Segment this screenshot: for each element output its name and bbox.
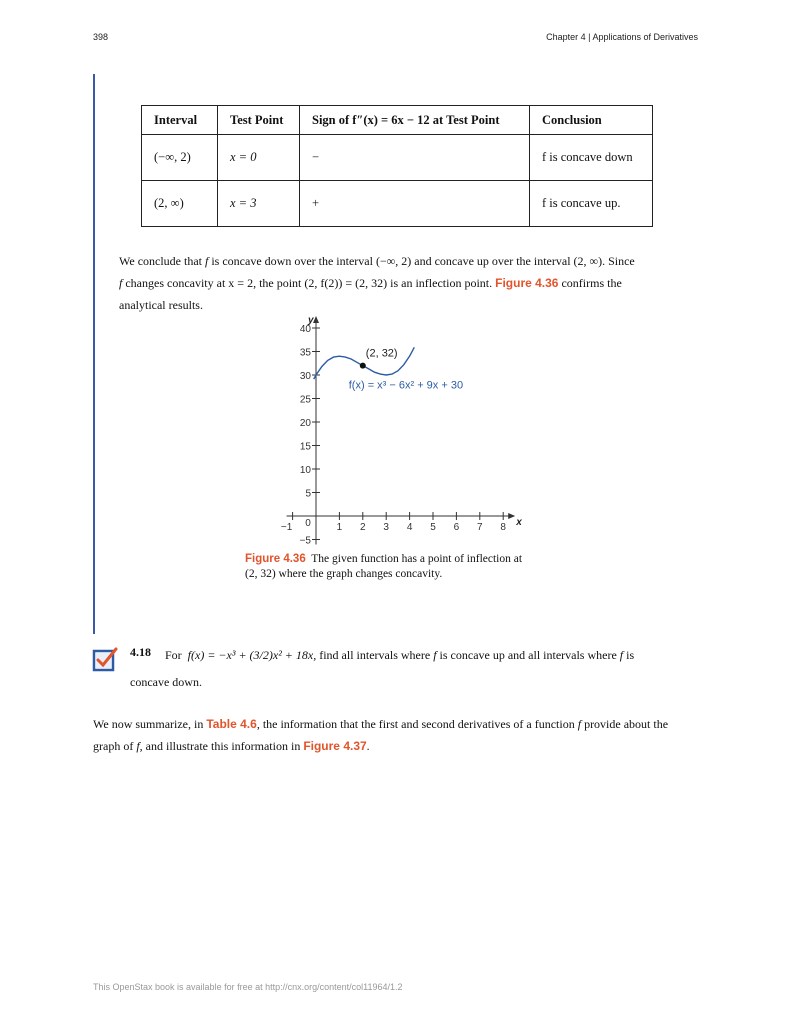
table-header-cell: Test Point xyxy=(218,106,300,135)
figure-caption-label: Figure 4.36 xyxy=(245,553,306,565)
y-tick-label: 10 xyxy=(299,465,311,476)
table-cell: − xyxy=(300,135,530,181)
checkpoint-icon xyxy=(92,646,118,672)
table-cell: x = 0 xyxy=(218,135,300,181)
inflection-point-label: (2, 32) xyxy=(365,347,398,360)
y-tick-label: 20 xyxy=(299,418,311,429)
figure-caption-text: (2, 32) where the graph changes concavity. xyxy=(245,568,443,580)
table-header-cell: Sign of f″(x) = 6x − 12 at Test Point xyxy=(300,106,530,135)
y-axis-label: y xyxy=(308,315,314,326)
function-label: f(x) = x³ − 6x² + 9x + 30 xyxy=(348,379,464,392)
text-span: find all intervals where xyxy=(316,648,431,662)
text-span: For xyxy=(165,648,182,662)
x-tick-label: 7 xyxy=(477,522,483,533)
y-tick-label: −5 xyxy=(299,535,311,547)
text-span: analytical results. xyxy=(119,298,203,312)
footer-note: This OpenStax book is available for free at http://cnx.org/content/col11964/1.2 xyxy=(93,982,403,992)
text-span: . xyxy=(366,739,370,753)
x-tick-label: 4 xyxy=(406,522,413,533)
text-span: We conclude that xyxy=(119,254,202,268)
figure-caption-text: The given function has a point of inflection at xyxy=(311,553,523,565)
table-cell: (−∞, 2) xyxy=(142,135,218,181)
y-tick-label: 40 xyxy=(299,324,311,335)
text-span: We now summarize, in xyxy=(93,717,207,731)
table-cell: + xyxy=(300,181,530,227)
y-tick-label: 15 xyxy=(299,441,311,453)
table-cell: x = 3 xyxy=(218,181,300,227)
x-tick-label: 5 xyxy=(430,522,436,533)
text-span: graph of xyxy=(93,739,134,753)
math-f: f xyxy=(433,648,437,662)
math-f: f xyxy=(577,717,582,731)
table-header-row xyxy=(142,106,653,135)
x-tick-label: 3 xyxy=(383,522,389,533)
page-number: 398 xyxy=(93,32,109,42)
checkpoint-number: 4.18 xyxy=(130,645,151,659)
y-tick-label: 25 xyxy=(299,394,311,406)
table-cell: f is concave up. xyxy=(530,181,653,227)
table-link[interactable]: Table 4.6 xyxy=(206,717,257,731)
y-tick-label: 30 xyxy=(299,371,311,382)
y-tick-label: 35 xyxy=(299,347,311,359)
text-span: , the information that the first and second derivatives of a function xyxy=(256,717,575,731)
x-tick-label: 8 xyxy=(500,522,506,533)
table-cell: (2, ∞) xyxy=(142,181,218,227)
summary-paragraph xyxy=(93,713,703,757)
text-span: and illustrate this information in xyxy=(142,739,304,753)
table-row xyxy=(142,181,653,227)
text-span: is concave up and all intervals where xyxy=(436,648,617,662)
figure-caption xyxy=(245,552,545,582)
math-f: f, xyxy=(136,739,143,753)
text-span: confirms the xyxy=(558,276,622,290)
table-header-cell: Interval xyxy=(142,106,218,135)
x-tick-label: 0 xyxy=(305,518,311,529)
x-tick-label: 6 xyxy=(453,522,460,533)
figure-link[interactable]: Figure 4.37 xyxy=(303,739,367,753)
checkpoint-formula: f(x) = −x³ + (3/2)x² + 18x, xyxy=(187,648,317,662)
inflection-graph xyxy=(270,312,530,556)
checkpoint-text xyxy=(165,648,634,663)
conclusion-paragraph xyxy=(119,250,679,316)
math-f: f xyxy=(205,254,209,268)
x-axis-arrow xyxy=(508,513,515,519)
checkpoint-text-line2: concave down. xyxy=(130,675,202,689)
text-span: provide about the xyxy=(581,717,669,731)
y-axis-arrow xyxy=(313,316,319,323)
x-axis-label: x xyxy=(516,517,522,528)
text-span: changes concavity at x = 2, the point (2, f(2)) = (2, 32) is an inflection point. xyxy=(122,276,493,290)
table-header-cell: Conclusion xyxy=(530,106,653,135)
y-tick-label: 5 xyxy=(305,488,311,500)
chapter-title: Chapter 4 | Applications of Derivatives xyxy=(546,32,698,42)
figure-link[interactable]: Figure 4.36 xyxy=(495,276,559,290)
text-span: is xyxy=(623,648,635,662)
x-tick-label: 1 xyxy=(336,522,343,533)
concavity-table xyxy=(141,105,653,227)
text-span: is concave down over the interval (−∞, 2) and concave up over the interval (2, ∞). Since xyxy=(208,254,635,268)
table-cell: f is concave down xyxy=(530,135,653,181)
x-tick-label: 2 xyxy=(360,522,366,533)
inflection-point xyxy=(360,363,366,369)
x-tick-label: −1 xyxy=(280,522,293,533)
math-f: f xyxy=(119,276,123,290)
example-sidebar-line xyxy=(93,74,95,634)
math-f: f xyxy=(619,648,624,662)
table-row xyxy=(142,135,653,181)
